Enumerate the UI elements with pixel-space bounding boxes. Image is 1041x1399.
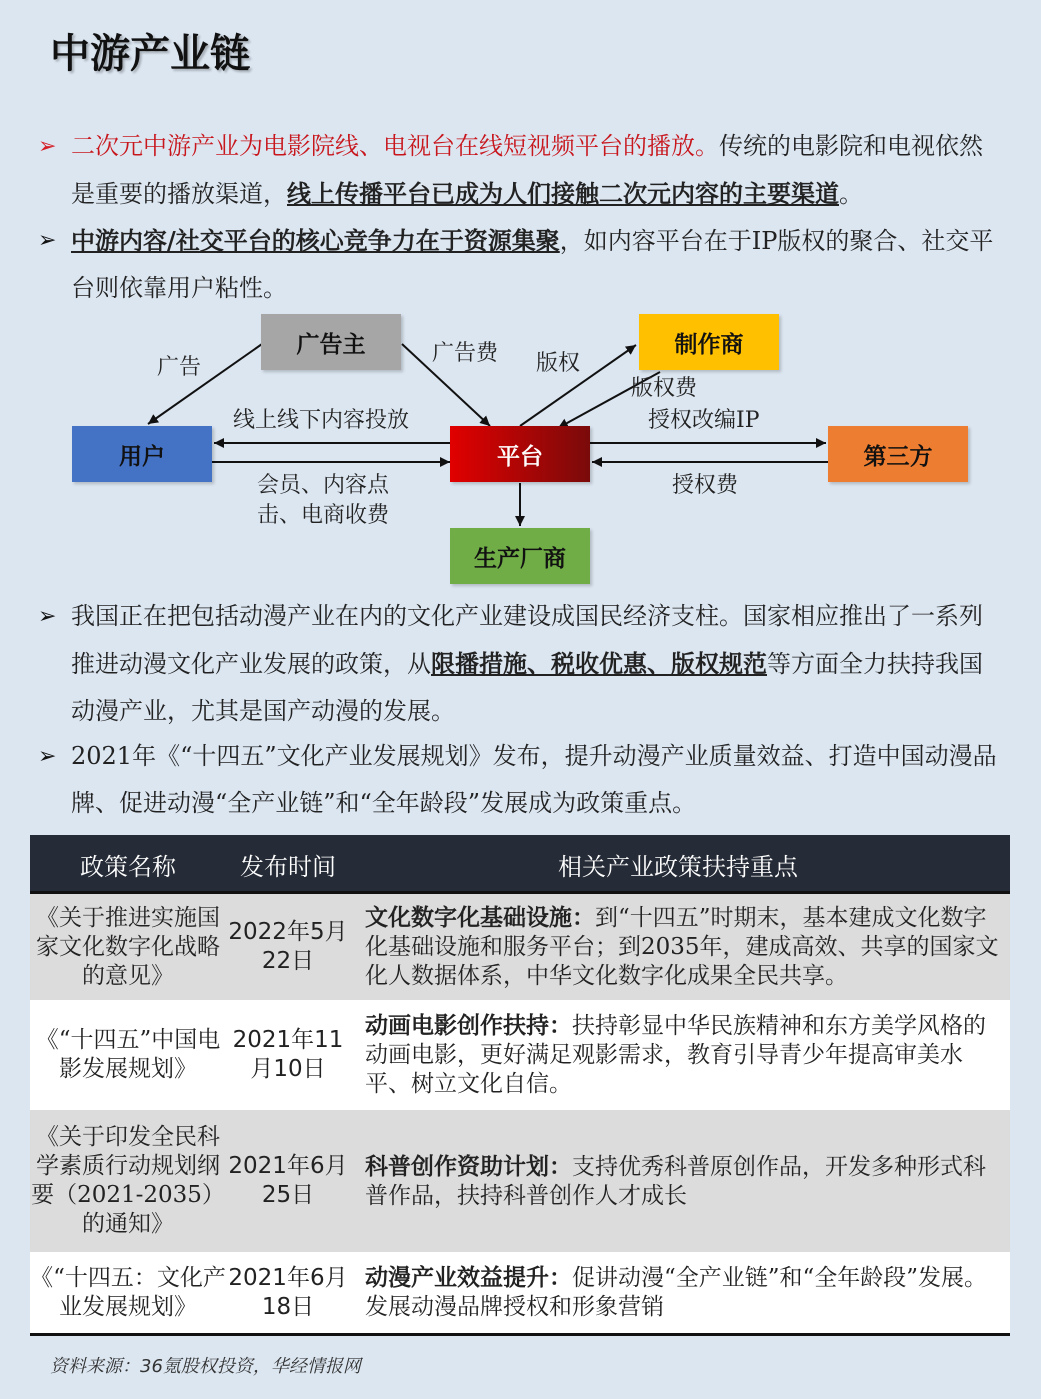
focus-title: 科普创作资助计划： xyxy=(365,1152,572,1180)
policy-focus xyxy=(365,1000,1000,1110)
arrow-bullet-icon: ➢ xyxy=(38,744,57,769)
node-advertiser: 广告主 xyxy=(261,314,401,370)
release-date: 2021年6月25日 xyxy=(228,1153,348,1208)
arrow-bullet-icon: ➢ xyxy=(38,134,57,159)
label-member-fee-2: 击、电商收费 xyxy=(257,503,390,528)
node-platform: 平台 xyxy=(450,426,590,482)
table-row xyxy=(30,1000,1010,1110)
focus-desc: 支持优秀科普原创作品，开发多种形式科普作品，扶持科普创作人才成长 xyxy=(365,1153,986,1209)
policy-name: 《关于印发全民科学素质行动规划纲要（2021-2035）的通知》 xyxy=(31,1124,225,1237)
header-policy-name: 政策名称 xyxy=(80,853,176,881)
release-date: 2021年6月18日 xyxy=(228,1264,348,1320)
table-bottom-rule xyxy=(30,1333,1010,1336)
paragraph-2 xyxy=(38,217,998,312)
label-license-ip: 授权改编IP xyxy=(648,408,760,433)
paragraph-3 xyxy=(38,593,998,735)
paragraph-1 xyxy=(38,123,998,218)
node-manufacturer: 生产厂商 xyxy=(450,528,590,584)
p1-plain-text: 传统的电影院和电视依然是重要的播放渠道， xyxy=(71,132,983,208)
policy-focus xyxy=(365,1252,1000,1333)
policy-name: 《关于推进实施国家文化数字化战略的意见》 xyxy=(36,904,220,989)
label-member-fee-1: 会员、内容点 xyxy=(257,473,390,498)
label-copyright-fee: 版权费 xyxy=(631,376,698,401)
page-title: 中游产业链 xyxy=(50,31,250,77)
focus-desc: 扶持彰显中华民族精神和东方美学风格的动画电影，更好满足观影需求，教育引导青少年提高审美水平、树立文化自信。 xyxy=(365,1013,986,1097)
label-ad-fee: 广告费 xyxy=(432,341,499,366)
release-date: 2022年5月22日 xyxy=(228,919,348,974)
focus-title: 动画电影创作扶持： xyxy=(365,1012,572,1039)
focus-desc: 促讲动漫“全产业链”和“全年龄段”发展。发展动漫品牌授权和形象营销 xyxy=(365,1265,988,1320)
p2-plain-text: ，如内容平台在于IP版权的聚合、社交平台则依靠用户粘性。 xyxy=(71,227,994,302)
label-online-offline: 线上线下内容投放 xyxy=(233,408,410,433)
node-third-party: 第三方 xyxy=(828,426,968,482)
industry-chain-diagram xyxy=(0,300,1041,600)
header-focus: 相关产业政策扶持重点 xyxy=(558,853,798,881)
p2-underline-text: 中游内容/社交平台的核心竞争力在于资源集聚 xyxy=(71,226,560,255)
node-user: 用户 xyxy=(72,426,212,482)
p1-end: 。 xyxy=(839,180,863,208)
arrow-bullet-icon: ➢ xyxy=(38,228,57,253)
label-copyright: 版权 xyxy=(536,351,581,376)
table-row xyxy=(30,1110,1010,1252)
p1-red-text: 二次元中游产业为电影院线、电视台在线短视频平台的播放。 xyxy=(71,132,719,160)
policy-focus xyxy=(365,894,1000,1000)
p4-text: 2021年《“十四五”文化产业发展规划》发布，提升动漫产业质量效益、打造中国动漫品牌、促进动漫“全产业链”和“全年龄段”发展成为政策重点。 xyxy=(71,742,997,817)
source-note: 资料来源：36氪股权投资，华经情报网 xyxy=(50,1356,361,1377)
table-header xyxy=(30,835,1010,894)
focus-title: 文化数字化基础设施： xyxy=(365,904,595,931)
policy-name: 《“十四五”中国电影发展规划》 xyxy=(35,1027,221,1082)
p3-plain-2: 等方面全力扶持我国动漫产业，尤其是国产动漫的发展。 xyxy=(71,650,983,725)
p3-underline-text: 限播措施、税收优惠、版权规范 xyxy=(431,649,767,678)
label-ad: 广告 xyxy=(157,355,202,380)
focus-desc: 到“十四五”时期末，基本建成文化数字化基础设施和服务平台；到2035年，建成高效、共享的国家文化人数据体系，中华文化数字化成果全民共享。 xyxy=(365,905,999,989)
focus-title: 动漫产业效益提升： xyxy=(365,1264,572,1291)
node-producer: 制作商 xyxy=(639,314,779,370)
table-row xyxy=(30,1252,1010,1333)
header-release-date: 发布时间 xyxy=(240,853,336,881)
paragraph-4 xyxy=(38,733,998,827)
p3-plain-1: 我国正在把包括动漫产业在内的文化产业建设成国民经济支柱。国家相应推出了一系列推进动漫文化产业发展的政策，从 xyxy=(71,602,983,678)
label-license-fee: 授权费 xyxy=(672,473,739,498)
table-row xyxy=(30,894,1010,1000)
policy-name: 《“十四五：文化产业发展规划》 xyxy=(30,1264,226,1320)
release-date: 2021年11月10日 xyxy=(232,1027,344,1082)
p1-underline-text: 线上传播平台已成为人们接触二次元内容的主要渠道 xyxy=(287,179,839,208)
arrow-bullet-icon: ➢ xyxy=(38,604,57,629)
policy-focus xyxy=(365,1110,1000,1252)
